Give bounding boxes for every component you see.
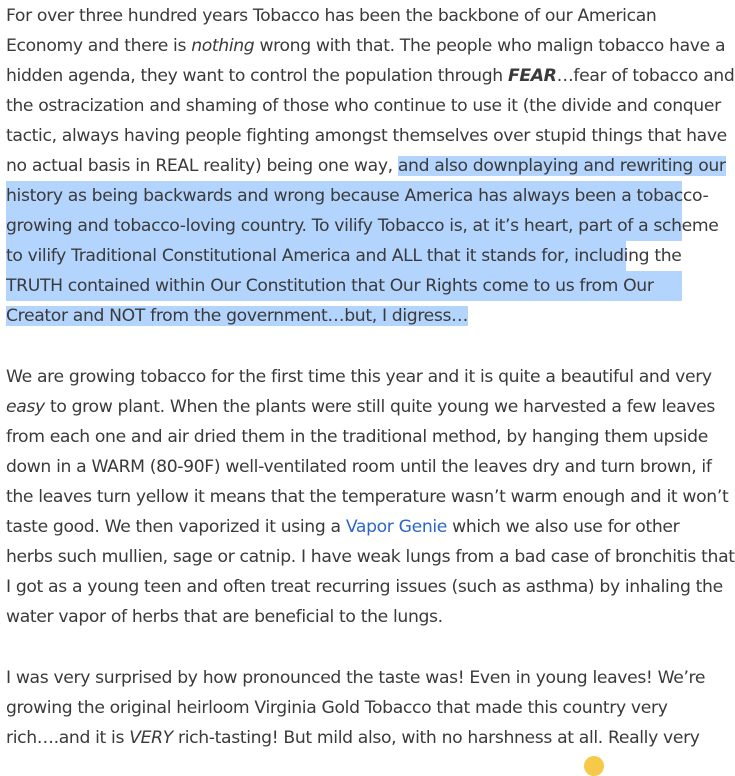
text-line: For over three hundred years Tobacco has been the backbone of our American: [6, 6, 657, 26]
text-line: We are growing tobacco for the first time this year and it is quite a beautiful and very: [6, 367, 712, 387]
selected-text[interactable]: Creator and NOT from the government…but, I digress…: [6, 306, 468, 326]
strong-emphasis: FEAR: [507, 66, 557, 86]
text-line: no actual basis in REAL reality) being one way, and also downplaying and rewriting our: [6, 156, 726, 176]
text-line: easy to grow plant. When the plants were still quite young we harvested a few leaves: [6, 397, 715, 417]
text-line: I got as a young teen and often treat recurring issues (such as asthma) by inhaling the: [6, 577, 723, 597]
text-line: rich….and it is VERY rich-tasting! But mild also, with no harshness at all. Really very: [6, 728, 700, 748]
text-line: [6, 211, 719, 241]
text-line: [6, 241, 694, 271]
emphasis: easy: [6, 397, 45, 417]
text-line: water vapor of herbs that are beneficial to the lungs.: [6, 607, 443, 627]
text-line: [6, 271, 694, 301]
selected-text[interactable]: history as being backwards and wrong because America has always been a tobacco-: [6, 181, 682, 211]
selected-text[interactable]: and also downplaying and rewriting our: [397, 156, 726, 176]
paragraph-2[interactable]: [6, 362, 735, 632]
text-line: tactic, always having people fighting amongst themselves over stupid things that have: [6, 126, 727, 146]
paragraph-3[interactable]: [6, 663, 706, 753]
text-line: Economy and there is nothing wrong with that. The people who malign tobacco have a: [6, 36, 726, 56]
emphasis: nothing: [191, 36, 255, 56]
text-line: hidden agenda, they want to control the population through FEAR…fear of tobacco and: [6, 66, 735, 86]
text-line: [6, 301, 694, 331]
text-line: from each one and air dried them in the traditional method, by hanging them upside: [6, 427, 708, 447]
text-line: the leaves turn yellow it means that the temperature wasn’t warm enough and it won’t: [6, 487, 729, 507]
text-line: herbs such mullien, sage or catnip. I have weak lungs from a bad case of bronchitis that: [6, 547, 735, 567]
text-line: growing the original heirloom Virginia Gold Tobacco that made this country very: [6, 698, 668, 718]
smiley-emoji-icon: [584, 756, 604, 776]
text-line: [6, 181, 709, 211]
paragraph-gap: [6, 632, 694, 663]
emphasis: VERY: [129, 728, 173, 748]
paragraph-gap: [6, 331, 694, 362]
text-line: taste good. We then vaporized it using a Vapor Genie which we also use for other: [6, 517, 680, 537]
selected-text[interactable]: to vilify Traditional Constitutional America and ALL that it stands for, including the: [6, 241, 626, 271]
text-line: the ostracization and shaming of those who continue to use it (the divide and conquer: [6, 96, 721, 116]
text-line: down in a WARM (80-90F) well-ventilated room until the leaves dry and turn brown, if: [6, 457, 712, 477]
selected-text[interactable]: growing and tobacco-loving country. To vilify Tobacco is, at it’s heart, part of a scheme: [6, 211, 682, 241]
article-body: [6, 1, 735, 753]
paragraph-1[interactable]: [6, 1, 735, 331]
vapor-genie-link[interactable]: Vapor Genie: [345, 517, 448, 537]
selected-text[interactable]: TRUTH contained within Our Constitution that Our Rights come to us from Our: [6, 271, 682, 301]
text-line: I was very surprised by how pronounced the taste was! Even in young leaves! We’re: [6, 668, 706, 688]
